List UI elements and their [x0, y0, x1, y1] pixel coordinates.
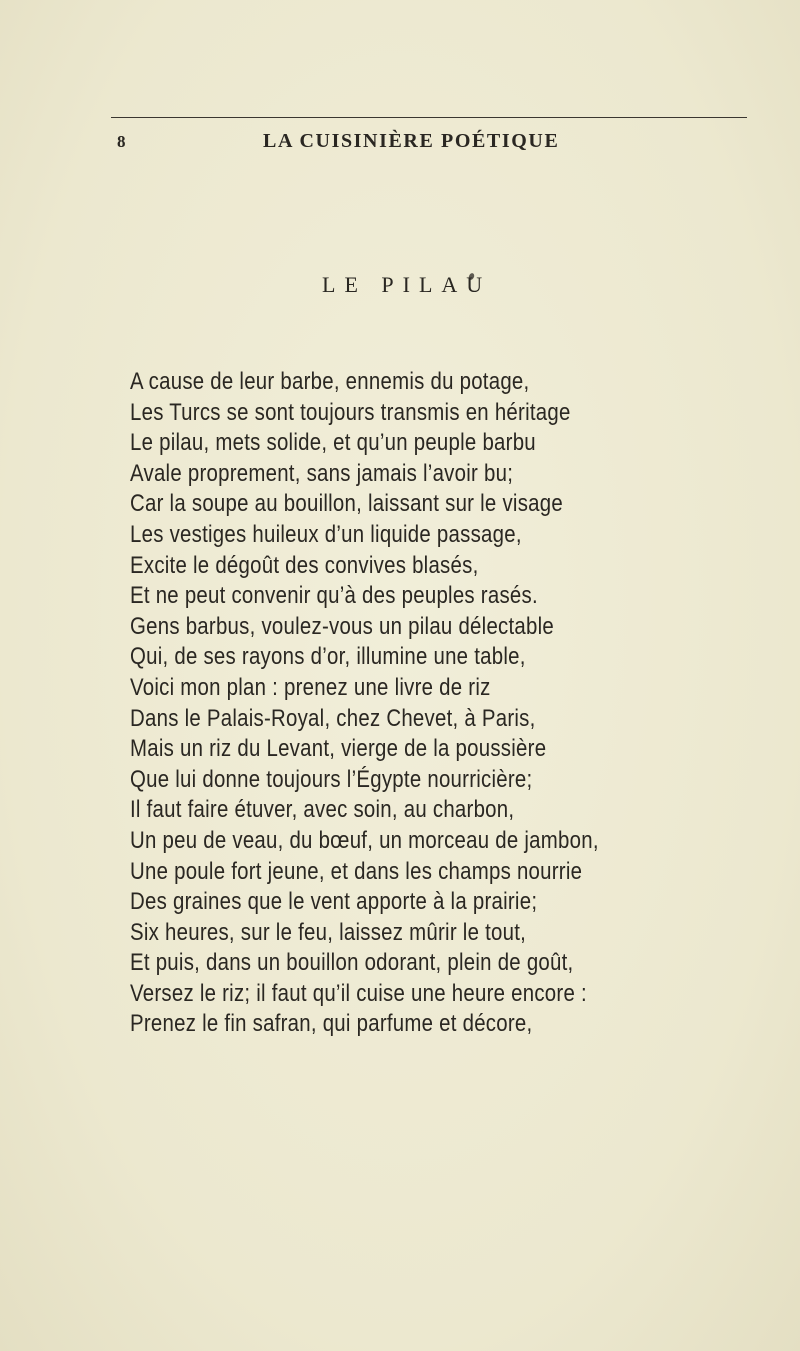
poem: [130, 367, 770, 1040]
poem-line: Et ne peut convenir qu’à des peuples rasés.: [130, 582, 538, 610]
poem-line: Six heures, sur le feu, laissez mûrir le tout,: [130, 918, 527, 946]
page-number: 8: [117, 132, 126, 151]
poem-line: Il faut faire étuver, avec soin, au charbon,: [130, 796, 515, 824]
poem-line: A cause de leur barbe, ennemis du potage,: [130, 368, 530, 395]
section-title: LE PILAU: [322, 272, 492, 297]
poem-line: Mais un riz du Levant, vierge de la poussière: [130, 735, 547, 763]
poem-line: Excite le dégoût des convives blasés,: [130, 551, 479, 579]
poem-line: Car la soupe au bouillon, laissant sur le visage: [130, 490, 563, 518]
poem-line: Et puis, dans un bouillon odorant, plein de goût,: [130, 949, 574, 977]
poem-line: Prenez le fin safran, qui parfume et décore,: [130, 1010, 533, 1038]
poem-line: Qui, de ses rayons d’or, illumine une table,: [130, 643, 526, 671]
poem-line: Une poule fort jeune, et dans les champs nourrie: [130, 857, 583, 885]
running-title: LA CUISINIÈRE POÉTIQUE: [263, 130, 560, 152]
poem-line: Que lui donne toujours l’Égypte nourricière;: [130, 765, 533, 793]
poem-line: Un peu de veau, du bœuf, un morceau de jambon,: [130, 826, 599, 854]
header-rule: [111, 117, 747, 118]
poem-line: Des graines que le vent apporte à la prairie;: [130, 888, 538, 916]
poem-line: Gens barbus, voulez-vous un pilau délectable: [130, 612, 555, 640]
poem-line: Dans le Palais-Royal, chez Chevet, à Paris,: [130, 704, 536, 732]
running-head: [111, 128, 747, 162]
poem-line: Le pilau, mets solide, et qu’un peuple barbu: [130, 429, 536, 457]
poem-line: Versez le riz; il faut qu’il cuise une heure encore :: [130, 979, 587, 1007]
poem-line: Avale proprement, sans jamais l’avoir bu;: [130, 459, 514, 487]
poem-line: Voici mon plan : prenez une livre de riz: [130, 673, 491, 701]
poem-line: Les Turcs se sont toujours transmis en héritage: [130, 398, 571, 426]
poem-line: Les vestiges huileux d’un liquide passage,: [130, 520, 522, 548]
